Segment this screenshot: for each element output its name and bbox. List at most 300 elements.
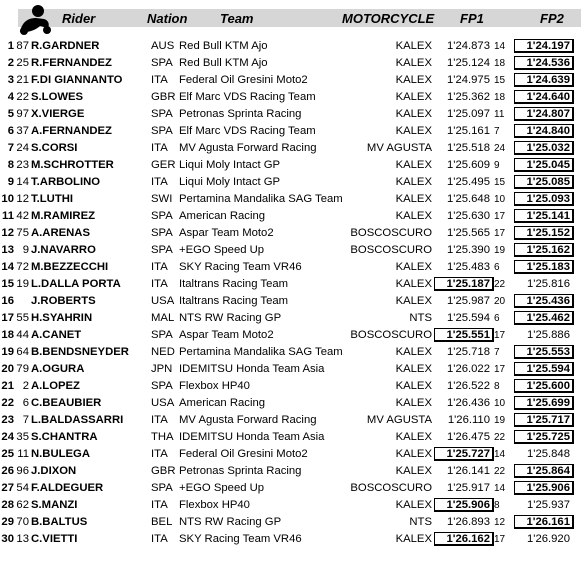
rider-number-cell: 12 [16,193,29,205]
rider-number-cell: 54 [16,482,29,494]
rider-name-cell: S.MANZI [31,499,78,511]
table-row [0,378,581,395]
nation-cell: NED [151,346,175,358]
team-cell: MV Agusta Forward Racing [179,414,317,426]
motorcycle-cell: MV AGUSTA [366,414,432,426]
fp1-time-cell: 1'25.495 [447,176,490,188]
fp2-time-cell: 1'25.600 [526,380,570,392]
motorcycle-cell: KALEX [395,40,432,52]
fp1-lap-cell: 9 [494,160,500,171]
nation-cell: SPA [151,108,173,120]
motorcycle-cell: BOSCOSCURO [350,329,432,341]
nation-cell: SPA [151,210,173,222]
fp2-time-cell: 1'25.848 [527,448,570,460]
motorcycle-cell: KALEX [395,91,432,103]
motorcycle-cell: KALEX [395,499,432,511]
team-cell: IDEMITSU Honda Team Asia [179,431,325,443]
fp2-time-cell: 1'25.462 [526,312,570,324]
fp2-time-cell: 1'25.093 [526,193,570,205]
team-cell: NTS RW Racing GP [179,516,282,528]
rider-name-cell: B.BENDSNEYDER [31,346,129,358]
position-cell: 14 [1,261,14,273]
fp1-lap-cell: 8 [494,381,500,392]
rider-number-cell: 55 [16,312,29,324]
fp2-time-cell: 1'25.864 [526,465,570,477]
position-cell: 9 [7,176,14,188]
motorcycle-cell: KALEX [395,159,432,171]
table-row [0,259,581,276]
rider-name-cell: R.FERNANDEZ [31,57,112,69]
nation-cell: ITA [151,176,168,188]
motorcycle-cell: KALEX [395,533,432,545]
nation-cell: SPA [151,482,173,494]
table-row [0,463,581,480]
rider-number-cell: 19 [16,278,29,290]
results-table [0,38,581,548]
position-cell: 22 [1,397,14,409]
fp1-lap-cell: 19 [494,245,506,256]
table-row [0,429,581,446]
fp1-time-cell: 1'25.906 [446,499,490,511]
fp2-time-cell: 1'24.807 [526,108,570,120]
fp1-lap-cell: 17 [494,211,506,222]
fp1-lap-cell: 8 [494,500,500,511]
rider-name-cell: A.LOPEZ [31,380,80,392]
position-cell: 1 [7,40,14,52]
team-cell: American Racing [179,210,266,222]
nation-cell: SPA [151,329,173,341]
fp1-lap-cell: 11 [494,109,505,120]
fp1-lap-cell: 14 [494,449,506,460]
rider-number-cell: 22 [16,91,29,103]
fp1-lap-cell: 14 [494,483,506,494]
rider-number-cell: 2 [22,380,29,392]
header-team: Team [220,11,254,26]
fp1-time-cell: 1'25.648 [447,193,490,205]
nation-cell: GBR [151,465,176,477]
motorcycle-cell: KALEX [395,363,432,375]
position-cell: 15 [1,278,14,290]
rider-name-cell: J.ROBERTS [31,295,96,307]
rider-name-cell: S.LOWES [31,91,84,103]
fp1-time-cell: 1'25.097 [447,108,490,120]
team-cell: Pertamina Mandalika SAG Team [179,346,343,358]
position-cell: 23 [1,414,14,426]
fp1-lap-cell: 17 [494,330,506,341]
fp2-time-cell: 1'25.162 [526,244,570,256]
nation-cell: SWI [151,193,173,205]
position-cell: 6 [7,125,14,137]
motorcycle-cell: KALEX [395,278,432,290]
team-cell: Petronas Sprinta Racing [179,465,302,477]
fp2-time-cell: 1'24.640 [526,91,570,103]
nation-cell: ITA [151,142,168,154]
table-row [0,497,581,514]
nation-cell: ITA [151,74,168,86]
motorcycle-cell: KALEX [395,465,432,477]
nation-cell: BEL [151,516,173,528]
rider-name-cell: A.ARENAS [31,227,90,239]
rider-name-cell: L.DALLA PORTA [31,278,121,290]
motorcycle-cell: KALEX [395,210,432,222]
rider-number-cell: 24 [16,142,29,154]
fp1-time-cell: 1'26.162 [446,533,490,545]
rider-number-cell: 96 [16,465,29,477]
nation-cell: USA [151,295,175,307]
rider-name-cell: A.OGURA [31,363,85,375]
fp1-time-cell: 1'25.727 [446,448,490,460]
rider-number-cell: 14 [16,176,29,188]
rider-name-cell: M.RAMIREZ [31,210,96,222]
motorcycle-cell: KALEX [395,295,432,307]
position-cell: 30 [1,533,14,545]
rider-number-cell: 9 [22,244,29,256]
rider-name-cell: N.BULEGA [31,448,90,460]
table-row [0,412,581,429]
rider-number-cell: 7 [22,414,29,426]
position-cell: 13 [1,244,14,256]
fp1-time-cell: 1'25.551 [446,329,490,341]
fp2-time-cell: 1'24.197 [526,40,570,52]
rider-name-cell: L.BALDASSARRI [31,414,124,426]
motorcycle-cell: NTS [409,312,432,324]
table-row [0,446,581,463]
table-row [0,310,581,327]
rider-name-cell: M.BEZZECCHI [31,261,109,273]
rider-number-cell: 37 [16,125,29,137]
fp1-time-cell: 1'26.436 [447,397,490,409]
team-cell: +EGO Speed Up [179,482,265,494]
position-cell: 18 [1,329,14,341]
rider-number-cell: 64 [16,346,29,358]
fp1-lap-cell: 10 [494,398,506,409]
table-row [0,327,581,344]
team-cell: Red Bull KTM Ajo [179,40,268,52]
position-cell: 20 [1,363,14,375]
team-cell: Federal Oil Gresini Moto2 [179,448,308,460]
fp1-lap-cell: 6 [494,262,500,273]
motorcycle-cell: KALEX [395,108,432,120]
fp2-time-cell: 1'25.436 [526,295,570,307]
fp2-time-cell: 1'26.920 [527,533,570,545]
motorcycle-cell: KALEX [395,397,432,409]
nation-cell: ITA [151,533,168,545]
fp2-time-cell: 1'26.161 [526,516,570,528]
fp1-lap-cell: 22 [494,466,506,477]
team-cell: Elf Marc VDS Racing Team [179,91,316,103]
team-cell: +EGO Speed Up [179,244,265,256]
header-nation: Nation [147,11,188,26]
motorcycle-cell: NTS [409,516,432,528]
fp1-time-cell: 1'26.522 [447,380,490,392]
position-cell: 10 [1,193,14,205]
fp1-time-cell: 1'25.718 [447,346,490,358]
table-row [0,395,581,412]
rider-number-cell: 25 [16,57,29,69]
rider-name-cell: C.BEAUBIER [31,397,102,409]
team-cell: SKY Racing Team VR46 [179,261,302,273]
position-cell: 19 [1,346,14,358]
position-cell: 5 [7,108,14,120]
fp1-lap-cell: 24 [494,143,506,154]
nation-cell: USA [151,397,175,409]
nation-cell: GER [151,159,176,171]
table-row [0,276,581,293]
motorcycle-rider-icon [14,2,58,36]
fp2-time-cell: 1'25.725 [526,431,570,443]
rider-name-cell: F.ALDEGUER [31,482,104,494]
fp1-time-cell: 1'26.141 [447,465,490,477]
position-cell: 3 [7,74,14,86]
fp2-time-cell: 1'24.840 [526,125,570,137]
fp1-time-cell: 1'25.362 [447,91,490,103]
rider-name-cell: J.DIXON [31,465,77,477]
fp1-time-cell: 1'25.917 [447,482,490,494]
rider-name-cell: B.BALTUS [31,516,88,528]
fp1-time-cell: 1'25.630 [447,210,490,222]
fp2-time-cell: 1'25.886 [527,329,570,341]
rider-name-cell: R.GARDNER [31,40,100,52]
rider-name-cell: A.FERNANDEZ [31,125,112,137]
fp1-lap-cell: 17 [494,228,506,239]
position-cell: 12 [1,227,14,239]
fp2-time-cell: 1'25.152 [526,227,570,239]
rider-number-cell: 44 [16,329,29,341]
nation-cell: ITA [151,448,168,460]
table-row [0,514,581,531]
team-cell: Red Bull KTM Ajo [179,57,268,69]
nation-cell: ITA [151,414,168,426]
table-row [0,72,581,89]
position-cell: 7 [7,142,14,154]
table-row [0,38,581,55]
fp1-time-cell: 1'26.022 [447,363,490,375]
fp1-time-cell: 1'25.609 [447,159,490,171]
rider-number-cell: 35 [16,431,29,443]
motorcycle-cell: MV AGUSTA [366,142,432,154]
rider-name-cell: M.SCHROTTER [31,159,114,171]
fp1-time-cell: 1'25.161 [447,125,490,137]
table-row [0,140,581,157]
fp2-time-cell: 1'25.937 [527,499,570,511]
table-row [0,89,581,106]
motorcycle-cell: KALEX [395,125,432,137]
table-row [0,344,581,361]
rider-number-cell: 87 [16,40,29,52]
nation-cell: ITA [151,278,168,290]
header-fp1: FP1 [460,11,484,26]
rider-number-cell: 42 [16,210,29,222]
fp1-time-cell: 1'25.987 [447,295,490,307]
nation-cell: THA [151,431,174,443]
position-cell: 21 [1,380,14,392]
rider-name-cell: X.VIERGE [31,108,85,120]
nation-cell: AUS [151,40,175,52]
position-cell: 29 [1,516,14,528]
fp2-time-cell: 1'25.045 [526,159,570,171]
fp2-time-cell: 1'25.553 [526,346,570,358]
rider-number-cell: 72 [16,261,29,273]
position-cell: 27 [1,482,14,494]
fp1-lap-cell: 12 [494,517,506,528]
nation-cell: SPA [151,125,173,137]
rider-name-cell: H.SYAHRIN [31,312,93,324]
table-row [0,106,581,123]
rider-number-cell: 62 [16,499,29,511]
table-row [0,157,581,174]
motorcycle-cell: KALEX [395,346,432,358]
position-cell: 11 [2,210,14,222]
position-cell: 2 [7,57,14,69]
position-cell: 25 [1,448,14,460]
fp1-lap-cell: 7 [494,347,500,358]
nation-cell: ITA [151,499,168,511]
fp1-lap-cell: 17 [494,534,506,545]
rider-number-cell: 75 [16,227,29,239]
position-cell: 24 [1,431,14,443]
fp1-lap-cell: 18 [494,92,506,103]
fp1-time-cell: 1'24.873 [447,40,490,52]
team-cell: Federal Oil Gresini Moto2 [179,74,308,86]
nation-cell: JPN [151,363,173,375]
fp2-time-cell: 1'25.183 [526,261,570,273]
fp1-lap-cell: 15 [494,177,506,188]
team-cell: Liqui Moly Intact GP [179,176,281,188]
rider-number-cell: 79 [16,363,29,375]
rider-number-cell: 6 [22,397,29,409]
fp2-time-cell: 1'25.141 [526,210,570,222]
position-cell: 4 [7,91,14,103]
motorcycle-cell: KALEX [395,261,432,273]
rider-name-cell: J.NAVARRO [31,244,96,256]
motorcycle-cell: KALEX [395,431,432,443]
fp1-lap-cell: 18 [494,58,506,69]
team-cell: Aspar Team Moto2 [179,227,274,239]
fp1-time-cell: 1'25.518 [447,142,490,154]
rider-name-cell: T.LUTHI [31,193,74,205]
team-cell: Flexbox HP40 [179,499,250,511]
nation-cell: SPA [151,57,173,69]
fp2-time-cell: 1'25.717 [526,414,570,426]
rider-name-cell: S.CHANTRA [31,431,98,443]
table-row [0,361,581,378]
table-row [0,480,581,497]
fp1-time-cell: 1'25.594 [447,312,490,324]
team-cell: Aspar Team Moto2 [179,329,274,341]
nation-cell: SPA [151,227,173,239]
fp2-time-cell: 1'24.639 [526,74,570,86]
nation-cell: MAL [151,312,175,324]
team-cell: American Racing [179,397,266,409]
team-cell: Italtrans Racing Team [179,278,289,290]
position-cell: 8 [7,159,14,171]
fp1-lap-cell: 7 [494,126,500,137]
team-cell: MV Agusta Forward Racing [179,142,317,154]
table-header [0,0,581,36]
header-motorcycle: MOTORCYCLE [342,11,435,26]
team-cell: NTS RW Racing GP [179,312,282,324]
fp1-lap-cell: 15 [494,75,506,86]
position-cell: 17 [1,312,14,324]
table-row [0,191,581,208]
nation-cell: GBR [151,91,176,103]
fp1-time-cell: 1'24.975 [447,74,490,86]
table-row [0,293,581,310]
fp1-lap-cell: 6 [494,313,500,324]
nation-cell: ITA [151,261,168,273]
rider-name-cell: S.CORSI [31,142,78,154]
motorcycle-cell: BOSCOSCURO [350,244,432,256]
fp2-time-cell: 1'25.032 [526,142,570,154]
team-cell: IDEMITSU Honda Team Asia [179,363,325,375]
fp1-time-cell: 1'25.390 [447,244,490,256]
header-fp2: FP2 [540,11,564,26]
rider-name-cell: C.VIETTI [31,533,78,545]
rider-name-cell: A.CANET [31,329,82,341]
table-row [0,174,581,191]
team-cell: Elf Marc VDS Racing Team [179,125,316,137]
nation-cell: SPA [151,244,173,256]
table-row [0,123,581,140]
motorcycle-cell: KALEX [395,74,432,86]
motorcycle-cell: KALEX [395,193,432,205]
team-cell: Liqui Moly Intact GP [179,159,281,171]
fp2-time-cell: 1'25.699 [526,397,570,409]
rider-number-cell: 70 [16,516,29,528]
nation-cell: SPA [151,380,173,392]
rider-number-cell: 13 [16,533,29,545]
fp2-time-cell: 1'24.536 [526,57,570,69]
fp1-time-cell: 1'26.110 [447,414,490,426]
rider-name-cell: T.ARBOLINO [31,176,101,188]
rider-name-cell: F.DI GIANNANTO [31,74,123,86]
fp1-lap-cell: 17 [494,364,506,375]
fp2-time-cell: 1'25.594 [526,363,570,375]
table-row [0,225,581,242]
fp1-lap-cell: 22 [494,279,506,290]
fp1-time-cell: 1'26.893 [447,516,490,528]
team-cell: Pertamina Mandalika SAG Team [179,193,343,205]
fp1-time-cell: 1'25.483 [447,261,490,273]
fp2-time-cell: 1'25.906 [526,482,570,494]
fp1-lap-cell: 20 [494,296,506,307]
fp1-lap-cell: 10 [494,194,506,205]
rider-number-cell: 11 [17,448,29,460]
fp2-time-cell: 1'25.085 [526,176,570,188]
motorcycle-cell: KALEX [395,176,432,188]
team-cell: SKY Racing Team VR46 [179,533,302,545]
header-bar [18,9,581,27]
motorcycle-cell: BOSCOSCURO [350,482,432,494]
table-row [0,208,581,225]
header-rider: Rider [62,11,96,26]
rider-number-cell: 21 [16,74,29,86]
fp1-lap-cell: 14 [494,41,506,52]
table-row [0,531,581,548]
table-row [0,242,581,259]
position-cell: 26 [1,465,14,477]
fp1-time-cell: 1'25.187 [446,278,490,290]
rider-number-cell: 23 [16,159,29,171]
motorcycle-cell: KALEX [395,380,432,392]
position-cell: 28 [1,499,14,511]
motorcycle-cell: BOSCOSCURO [350,227,432,239]
fp1-lap-cell: 19 [494,415,506,426]
team-cell: Petronas Sprinta Racing [179,108,302,120]
fp1-time-cell: 1'26.475 [447,431,490,443]
rider-number-cell: 97 [16,108,29,120]
team-cell: Flexbox HP40 [179,380,250,392]
